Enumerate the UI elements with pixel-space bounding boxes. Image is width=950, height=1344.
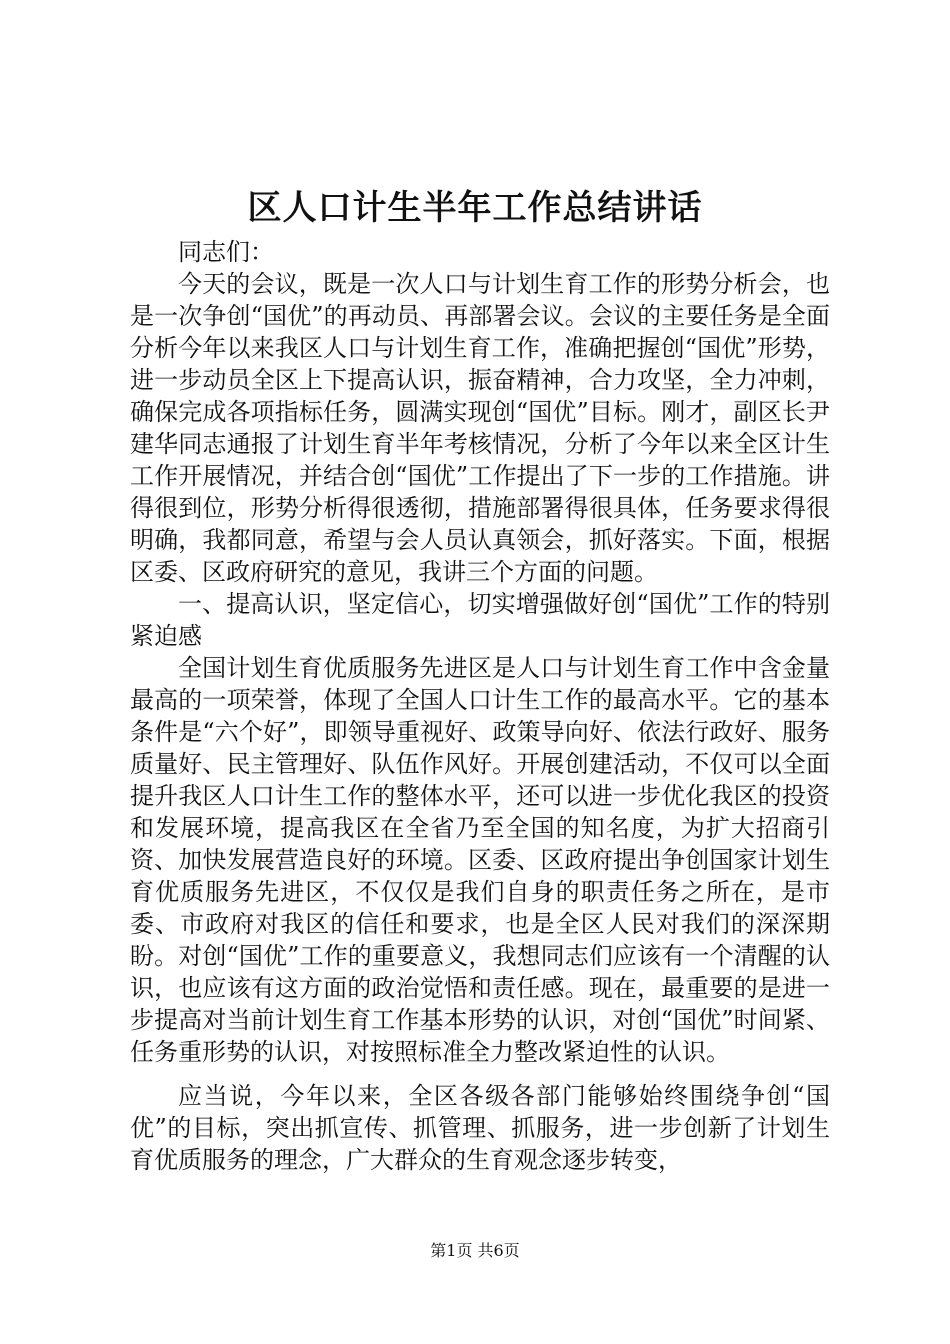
document-title: 区人口计生半年工作总结讲话: [247, 188, 703, 228]
section-heading: 一、提高认识，坚定信心，切实增强做好创“国优”工作的特别紧迫感: [130, 590, 830, 650]
salutation-paragraph: 同志们：: [178, 238, 274, 266]
body-paragraph: 应当说，今年以来，全区各级各部门能够始终围绕争创“国优”的目标，突出抓宣传、抓管理、抓服务，进一步创新了计划生育优质服务的理念，广大群众的生育观念逐步转变，: [130, 1082, 830, 1174]
document-body: [130, 236, 830, 1176]
body-paragraph: 今天的会议，既是一次人口与计划生育工作的形势分析会，也是一次争创“国优”的再动员、再部署会议。会议的主要任务是全面分析今年以来我区人口与计划生育工作，准确把握创“国优”形势，进一步动员全区上下提高认识，振奋精神，合力攻坚，全力冲刺，确保完成各项指标任务，圆满实现创“国优”目标。刚才，副区长尹建华同志通报了计划生育半年考核情况，分析了今年以来全区计生工作开展情况，并结合创“国优”工作提出了下一步的工作措施。讲得很到位，形势分析得很透彻，措施部署得很具体，任务要求得很明确，我都同意，希望与会人员认真领会，抓好落实。下面，根据区委、区政府研究的意见，我讲三个方面的问题。: [130, 270, 830, 586]
page-number-footer: 第1页 共6页: [430, 1241, 520, 1260]
body-paragraph: 全国计划生育优质服务先进区是人口与计划生育工作中含金量最高的一项荣誉，体现了全国人口计生工作的最高水平。它的基本条件是“六个好”，即领导重视好、政策导向好、依法行政好、服务质量好、民主管理好、队伍作风好。开展创建活动，不仅可以全面提升我区人口计生工作的整体水平，还可以进一步优化我区的投资和发展环境，提高我区在全省乃至全国的知名度，为扩大招商引资、加快发展营造良好的环境。区委、区政府提出争创国家计划生育优质服务先进区，不仅仅是我们自身的职责任务之所在，是市委、市政府对我区的信任和要求，也是全区人民对我们的深深期盼。对创“国优”工作的重要意义，我想同志们应该有一个清醒的认识，也应该有这方面的政治觉悟和责任感。现在，最重要的是进一步提高对当前计划生育工作基本形势的认识，对创“国优”时间紧、任务重形势的认识，对按照标准全力整改紧迫性的认识。: [130, 654, 830, 1066]
